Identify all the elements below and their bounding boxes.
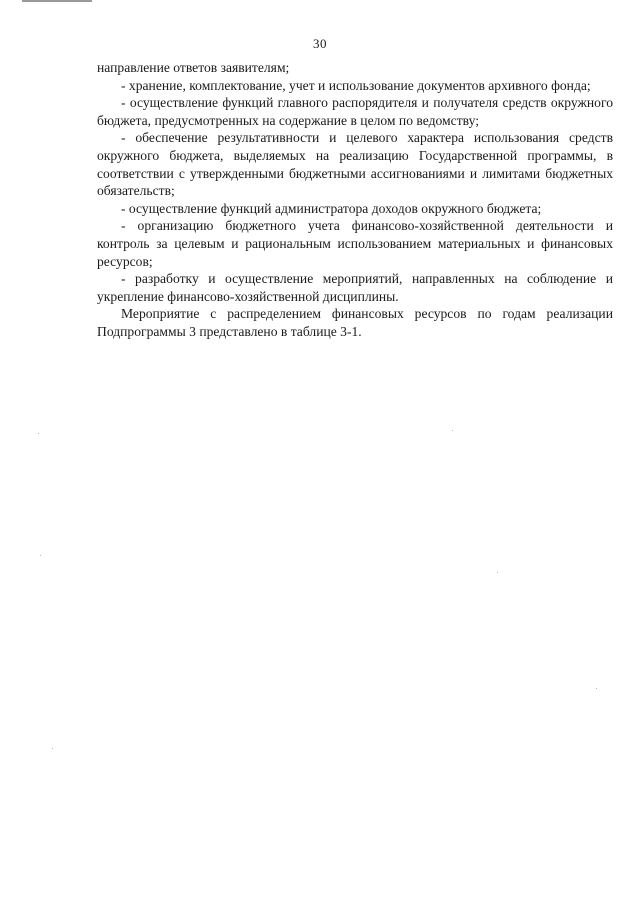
list-item-archive-storage: - хранение, комплектование, учет и использование документов архивного фонда; <box>121 77 591 93</box>
paragraph-continuation: направление ответов заявителям; <box>97 60 290 75</box>
scan-speck <box>38 433 39 434</box>
scan-speck <box>596 688 597 689</box>
list-item-budget-manager: - осуществление функций главного распорядителя и получателя средств окружного бюджета, предусмотренных на содержание в целом по ведомству; <box>97 95 613 128</box>
paragraph-table-reference: Мероприятие с распределением финансовых ресурсов по годам реализации Подпрограммы 3 представлено в таблице 3-1. <box>97 306 613 339</box>
list-item-budget-effectiveness: - обеспечение результативности и целевого характера использования средств окружного бюджета, выделяемых на реализацию Государственной программы, в соответствии с утвержденными бюджетными ассигнованиями и лимитами бюджетных обязательств; <box>97 130 613 199</box>
scan-edge-mark <box>22 0 92 2</box>
scan-speck <box>40 555 41 556</box>
document-body <box>97 59 613 341</box>
list-item-revenue-administrator: - осуществление функций администратора доходов окружного бюджета; <box>121 200 542 216</box>
list-item-financial-discipline: - разработку и осуществление мероприятий, направленных на соблюдение и укрепление финансово-хозяйственной дисциплины. <box>97 271 613 304</box>
page-number: 30 <box>313 36 327 51</box>
scan-speck <box>52 748 53 749</box>
list-item-budget-accounting: - организацию бюджетного учета финансово-хозяйственной деятельности и контроль за целевым и рациональным использованием материальных и финансовых ресурсов; <box>97 218 613 269</box>
scan-speck <box>497 572 498 573</box>
scan-speck <box>452 430 453 431</box>
